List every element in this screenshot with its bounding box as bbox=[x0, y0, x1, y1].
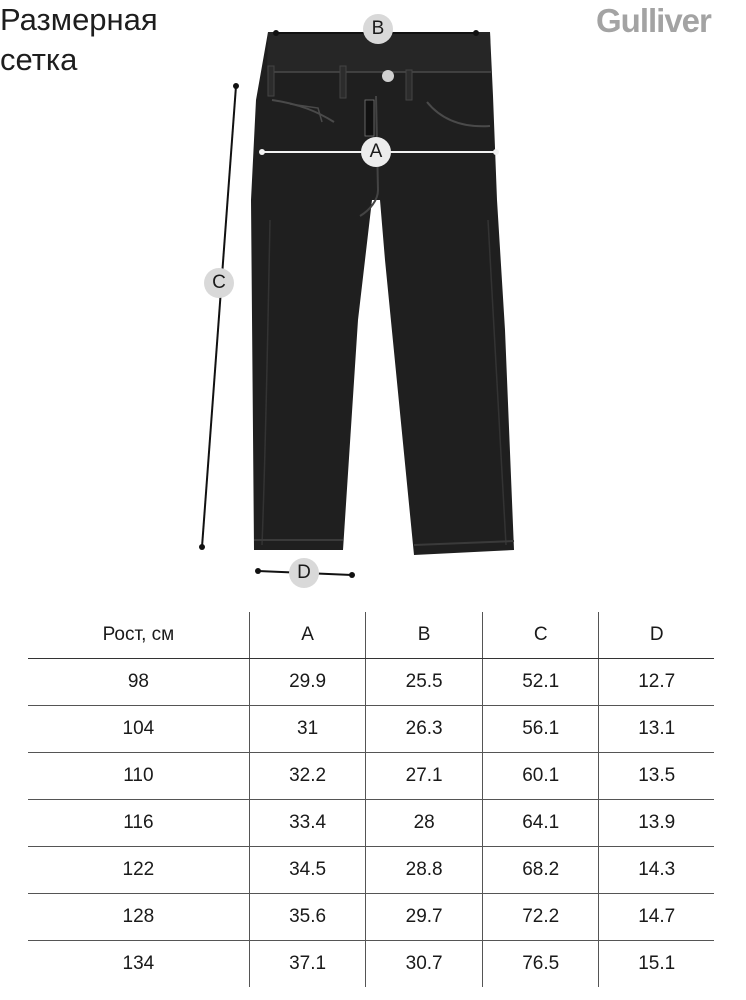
table-cell: 35.6 bbox=[249, 894, 366, 941]
table-cell: 13.1 bbox=[599, 706, 714, 753]
table-cell: 52.1 bbox=[482, 659, 599, 706]
table-cell: 33.4 bbox=[249, 800, 366, 847]
table-cell: 68.2 bbox=[482, 847, 599, 894]
table-row bbox=[28, 659, 714, 706]
dimension-b-label: B bbox=[363, 14, 393, 44]
table-row bbox=[28, 894, 714, 941]
dimension-c-label: C bbox=[204, 268, 234, 298]
table-row bbox=[28, 847, 714, 894]
brand-logo: Gulliver bbox=[596, 2, 711, 39]
table-cell: 128 bbox=[28, 894, 249, 941]
table-row bbox=[28, 800, 714, 847]
table-cell: 37.1 bbox=[249, 941, 366, 988]
table-row bbox=[28, 941, 714, 988]
table-cell: 60.1 bbox=[482, 753, 599, 800]
table-cell: 13.5 bbox=[599, 753, 714, 800]
dimension-a-label: A bbox=[361, 137, 391, 167]
table-cell: 104 bbox=[28, 706, 249, 753]
table-cell: 98 bbox=[28, 659, 249, 706]
header-c: C bbox=[482, 612, 599, 659]
table-cell: 26.3 bbox=[366, 706, 483, 753]
table-cell: 64.1 bbox=[482, 800, 599, 847]
table-cell: 122 bbox=[28, 847, 249, 894]
table-cell: 28 bbox=[366, 800, 483, 847]
jeans-button bbox=[382, 70, 394, 82]
table-cell: 12.7 bbox=[599, 659, 714, 706]
table-cell: 110 bbox=[28, 753, 249, 800]
table-cell: 134 bbox=[28, 941, 249, 988]
table-cell: 29.7 bbox=[366, 894, 483, 941]
table-cell: 116 bbox=[28, 800, 249, 847]
dimension-d-label: D bbox=[289, 558, 319, 588]
table-cell: 76.5 bbox=[482, 941, 599, 988]
header-d: D bbox=[599, 612, 714, 659]
table-cell: 14.3 bbox=[599, 847, 714, 894]
header-height: Рост, см bbox=[28, 612, 249, 659]
table-cell: 27.1 bbox=[366, 753, 483, 800]
table-row bbox=[28, 706, 714, 753]
table-cell: 31 bbox=[249, 706, 366, 753]
jeans-body bbox=[251, 32, 514, 555]
header-a: A bbox=[249, 612, 366, 659]
page-title-line-1: Размерная bbox=[0, 2, 158, 37]
table-cell: 15.1 bbox=[638, 953, 676, 974]
table-cell: 72.2 bbox=[482, 894, 599, 941]
size-table-header-row bbox=[28, 612, 714, 659]
table-cell: 25.5 bbox=[366, 659, 483, 706]
table-cell: 56.1 bbox=[482, 706, 599, 753]
table-row bbox=[28, 753, 714, 800]
table-cell: 13.9 bbox=[599, 800, 714, 847]
table-cell: 28.8 bbox=[366, 847, 483, 894]
dimension-c-line bbox=[199, 83, 239, 550]
table-cell: 34.5 bbox=[249, 847, 366, 894]
table-cell: 32.2 bbox=[249, 753, 366, 800]
size-table bbox=[28, 612, 714, 987]
table-cell: 30.7 bbox=[366, 941, 483, 988]
table-cell: 29.9 bbox=[249, 659, 366, 706]
page-title-line-2: сетка bbox=[0, 42, 78, 77]
table-cell: 14.7 bbox=[599, 894, 714, 941]
header-b: B bbox=[366, 612, 483, 659]
